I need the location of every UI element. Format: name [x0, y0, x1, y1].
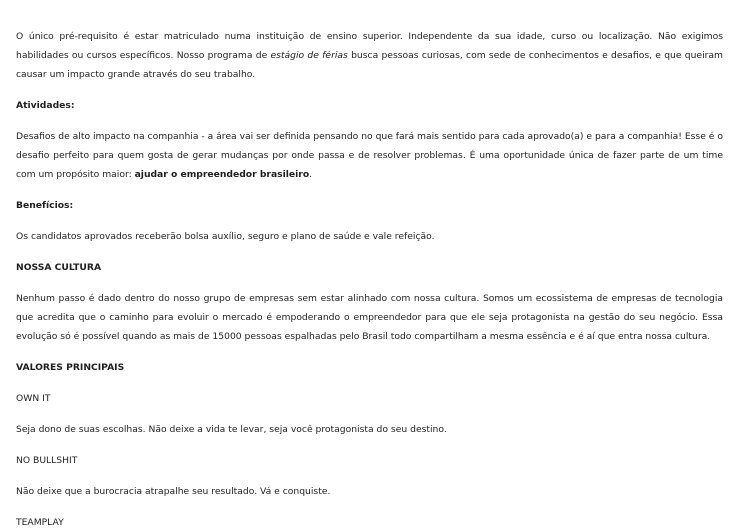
beneficios-heading: Benefícios:: [16, 200, 74, 211]
valores-heading: VALORES PRINCIPAIS: [16, 362, 125, 373]
intro-text-2: busca pessoas curiosas, com sede de conhecimentos e desafios, e que queiram causar um impacto grande através do seu trabalho.: [16, 50, 723, 80]
beneficios-paragraph: Os candidatos aprovados receberão bolsa auxílio, seguro e plano de saúde e vale refeição.: [16, 231, 435, 242]
valor-text-no-bullshit: Não deixe que a burocracia atrapalhe seu resultado. Vá e conquiste.: [16, 486, 331, 497]
atividades-paragraph: [16, 127, 723, 184]
intro-text-1: O único pré-requisito é estar matriculado numa instituição de ensino superior. Independente da sua idade, curso ou localização. Não exigimos habilidades ou cursos específicos. Nosso programa de: [16, 31, 723, 61]
valor-title-teamplay: TEAMPLAY: [16, 517, 64, 528]
cultura-heading: NOSSA CULTURA: [16, 262, 102, 273]
valor-title-own-it: OWN IT: [16, 393, 51, 404]
atividades-text-1: Desafios de alto impacto na companhia - a área vai ser definida pensando no que fará mais sentido para cada aprovado(a) e para a companhia! Esse é o desafio perfeito para quem gosta de gerar mudanças por onde passa e de resolver problemas. É uma oportunidade única de fazer parte de um time com um propósito maior:: [16, 131, 723, 180]
valor-title-no-bullshit: NO BULLSHIT: [16, 455, 78, 466]
intro-emphasis: estágio de férias: [270, 50, 348, 61]
intro-paragraph: [16, 27, 723, 84]
cultura-paragraph: Nenhum passo é dado dentro do nosso grupo de empresas sem estar alinhado com nossa cultura. Somos um ecossistema de empresas de tecnologia que acredita que o caminho para evoluir o mercado é empoderando o empreendedor para que ele seja protagonista na gestão do seu negócio. Essa evolução só é possível quando as mais de 15000 pessoas espalhadas pelo Brasil todo compartilham a mesma essência e é aí que entra nossa cultura.: [16, 293, 723, 342]
atividades-strong: ajudar o empreendedor brasileiro: [134, 169, 310, 180]
valor-text-own-it: Seja dono de suas escolhas. Não deixe a vida te levar, seja você protagonista do seu destino.: [16, 424, 447, 435]
atividades-heading: Atividades:: [16, 100, 75, 111]
atividades-text-2: .: [309, 169, 313, 180]
